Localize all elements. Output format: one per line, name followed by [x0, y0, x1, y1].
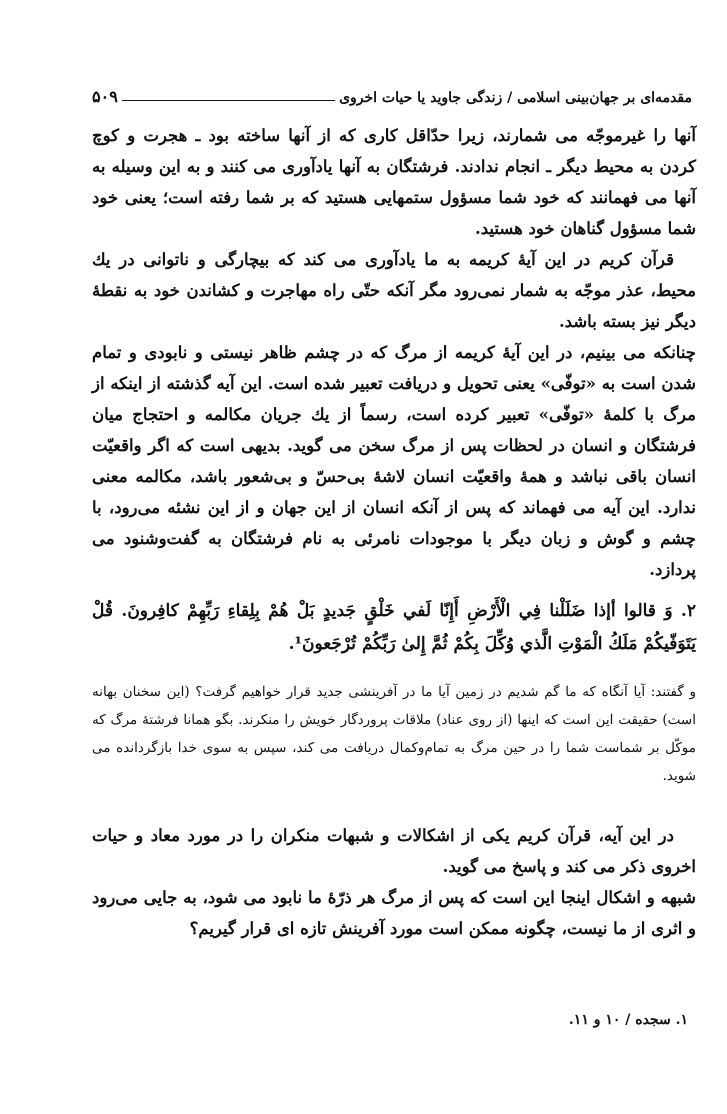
- paragraph-4: در این آیه، قرآن کریم یکی از اشکالات و شبهات منکران را در مورد معاد و حیات اخروی ذکر می کند و پاسخ می گوید.: [92, 826, 696, 876]
- header-rule: [122, 100, 335, 101]
- verse-translation: و گفتند: آیا آنگاه که ما گم شدیم در زمین آیا ما در آفرینشی جدید قرار خواهیم گرفت؟ (این سخنان بهانه است) حقیقت این است که اینها (از روی عناد) ملاقات پروردگار خویش را منکرند. بگو همانا فرشتهٔ مرگ که موکّل بر شماست شما را در حین مرگ به تمام‌وکمال دریافت می کند، سپس به سوی خدا بازگردانده می شوید.: [92, 684, 696, 784]
- paragraph-2: قرآن کریم در این آیهٔ کریمه به ما یادآوری می کند که بیچارگی و ناتوانی در یك محیط، عذر موجّه به شمار نمی‌رود مگر آنکه حتّی راه مهاجرت و کشاندن خود به نقطهٔ دیگر نیز بسته باشد.: [92, 250, 696, 331]
- paragraph-5: شبهه و اشکال اینجا این است که پس از مرگ هر ذرّهٔ ما نابود می شود، به جایی می‌رود و اثری از ما نیست، چگونه ممکن است مورد آفرینش تازه ای قرار گیریم؟: [92, 888, 696, 938]
- footnote: ۱. سجده / ۱۰ و ۱۱.: [568, 1012, 688, 1028]
- page-header: [92, 82, 692, 106]
- running-title: مقدمه‌ای بر جهان‌بینی اسلامی / زندگی جاوید یا حیات اخروی: [339, 90, 692, 106]
- page-number: ۵۰۹: [92, 87, 118, 106]
- paragraph-1: آنها را غیرموجّه می شمارند، زیرا حدّاقل کاری که از آنها ساخته بود ـ هجرت و کوچ کردن به محیط دیگر ـ انجام ندادند. فرشتگان به آنها یادآوری می کنند و به این وسیله به آنها می فهمانند که خود شما مسؤول ستمهایی هستید که بر شما رفته است؛ یعنی خود شما مسؤول گناهان خود هستید.: [92, 126, 696, 238]
- quran-verse: ۲. وَ قالوا أإذا ضَلَلْنا فِي الْأَرْضِ أَإِنّا لَفي خَلْقٍ جَديدٍ بَلْ هُمْ بِلِقاءِ رَبِّهِمْ كافِرونَ. قُلْ يَتَوَفّيكُمْ مَلَكُ الْمَوْتِ الَّذي وُكِّلَ بِكُمْ ثُمَّ إِلىٰ رَبِّكُمْ تُرْجَعونَ¹.: [92, 601, 696, 654]
- page-body: [92, 120, 696, 944]
- paragraph-3: چنانکه می بینیم، در این آیهٔ کریمه از مرگ که در چشم ظاهر نیستی و نابودی و تمام شدن است به «توفّی» یعنی تحویل و دریافت تعبیر شده است. این آیه گذشته از اینکه از مرگ با کلمهٔ «توفّی» تعبیر کرده است، رسماً از یك جریان مکالمه و احتجاج میان فرشتگان و انسان در لحظات پس از مرگ سخن می گوید. بدیهی است که اگر واقعیّت انسان باقی نباشد و همهٔ واقعیّت انسان لاشهٔ بی‌حسّ و بی‌شعور باشد، مکالمه معنی ندارد. این آیه می فهماند که پس از آنکه انسان از این جهان و از این نشئه می‌رود، با چشم و گوش و زبان دیگر با موجودات نامرئی به نام فرشتگان به گفت‌وشنود می پردازد.: [92, 343, 696, 579]
